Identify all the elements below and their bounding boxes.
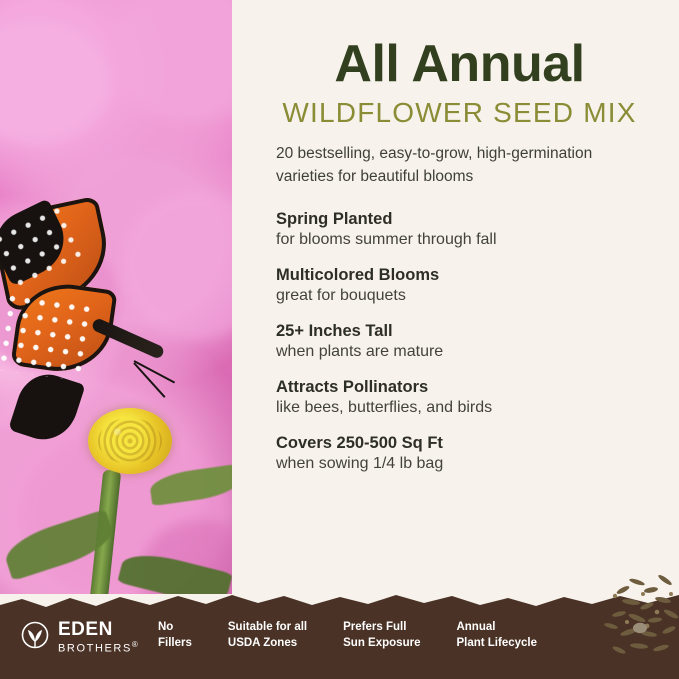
- feature-item: [274, 322, 645, 361]
- status-badge: [343, 620, 420, 651]
- status-badge: [456, 620, 537, 651]
- feature-detail: when plants are mature: [276, 342, 444, 360]
- badge-line-2: Plant Lifecycle: [456, 636, 538, 649]
- brand-sub: BROTHERS: [58, 642, 132, 655]
- badge-line-2: Fillers: [158, 636, 192, 649]
- soil-edge-decoration: [0, 594, 679, 619]
- feature-title: 25+ Inches Tall: [276, 321, 393, 340]
- feature-title: Covers 250-500 Sq Ft: [276, 433, 443, 452]
- feature-title: Attracts Pollinators: [276, 377, 429, 396]
- feature-detail: when sowing 1/4 lb bag: [276, 454, 444, 472]
- feature-detail: great for bouquets: [276, 286, 406, 304]
- feature-title: Multicolored Blooms: [276, 265, 440, 284]
- registered-mark: ®: [131, 640, 140, 649]
- feature-item: [274, 266, 645, 305]
- badge-line-1: Annual: [456, 621, 496, 633]
- leaf-logo-icon: [20, 621, 50, 653]
- flower-photo: [0, 0, 232, 604]
- feature-item: [274, 378, 645, 417]
- brand-name: EDEN: [58, 619, 113, 640]
- feature-detail: like bees, butterflies, and birds: [276, 398, 493, 416]
- status-badge: [158, 620, 192, 651]
- product-description: 20 bestselling, easy-to-grow, high-germination varieties for beautiful blooms: [276, 145, 593, 185]
- badge-line-1: Prefers Full: [343, 621, 407, 633]
- badge-line-2: USDA Zones: [227, 636, 298, 649]
- product-details-panel: [232, 0, 679, 604]
- brand-wordmark: [58, 620, 139, 655]
- feature-item: [274, 434, 645, 473]
- product-subtitle: WILDFLOWER SEED MIX: [282, 97, 637, 129]
- badge-line-1: No: [158, 621, 174, 633]
- feature-detail: for blooms summer through fall: [276, 230, 497, 248]
- badge-line-2: Sun Exposure: [343, 636, 421, 649]
- wing-spots: [0, 290, 93, 381]
- feature-title: Spring Planted: [276, 209, 393, 228]
- feature-item: [274, 210, 645, 249]
- brand-logo: [20, 620, 139, 655]
- footer-badges: [158, 620, 537, 651]
- butterfly-icon: [0, 200, 174, 430]
- product-title: All Annual: [334, 35, 585, 93]
- badge-line-1: Suitable for all: [227, 621, 308, 633]
- status-badge: [228, 620, 307, 651]
- footer-bar: [0, 594, 679, 679]
